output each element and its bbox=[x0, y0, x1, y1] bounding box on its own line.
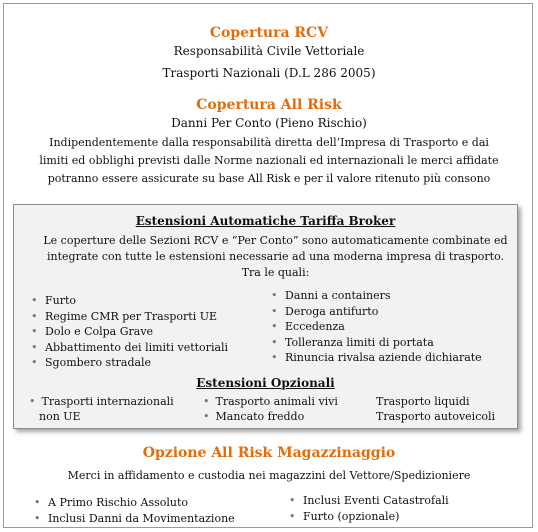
list-item: • Rinuncia rivalsa aziende dichiarate bbox=[271, 351, 482, 364]
bullet-icon: • bbox=[31, 294, 38, 307]
bullet-icon: • bbox=[31, 340, 38, 354]
allrisk-title: Copertura All Risk bbox=[196, 97, 342, 113]
bullet-icon: • bbox=[31, 356, 38, 369]
list-item: • Furto (opzionale) bbox=[289, 509, 400, 523]
extensions-left-list bbox=[29, 293, 228, 371]
list-item: • Danni a containers bbox=[271, 289, 391, 302]
bullet-icon: • bbox=[34, 496, 41, 509]
bullet-icon: • bbox=[31, 309, 38, 323]
extensions-text-line1: Le coperture delle Sezioni RCV e “Per Conto” sono automaticamente combinate ed bbox=[43, 234, 508, 247]
bullet-icon: • bbox=[34, 511, 41, 525]
extensions-text-line3: Tra le quali: bbox=[241, 266, 310, 279]
list-item: • Regime CMR per Trasporti UE bbox=[31, 309, 218, 323]
extensions-title: Estensioni Automatiche Tariffa Broker bbox=[135, 214, 396, 228]
bullet-icon: • bbox=[203, 410, 210, 423]
bullet-icon: • bbox=[29, 395, 36, 408]
list-item: • Inclusi Danni da Movimentazione bbox=[34, 511, 235, 525]
warehouse-left-list bbox=[32, 495, 235, 526]
bullet-icon: • bbox=[203, 395, 210, 408]
bullet-icon: • bbox=[31, 325, 38, 338]
extensions-text-line2: integrate con tutte le estensioni necessarie ad una moderna impresa di trasporto. bbox=[47, 250, 504, 263]
bullet-icon: • bbox=[271, 351, 278, 364]
rcv-title: Copertura RCV bbox=[209, 25, 329, 41]
warehouse-text: Merci in affidamento e custodia nei magazzini del Vettore/Spedizioniere bbox=[67, 469, 471, 482]
list-item: • Deroga antifurto bbox=[271, 304, 379, 318]
allrisk-text-line2: limiti ed obblighi previsti dalle Norme nazionali ed internazionali le merci affidate bbox=[39, 154, 499, 167]
list-item: • Furto bbox=[31, 294, 77, 307]
optional-col1: • Trasporti internazionali non UE bbox=[29, 395, 174, 423]
optional-title: Estensioni Opzionali bbox=[196, 376, 335, 390]
optional-col3: Trasporto liquidi Trasporto autoveicoli bbox=[376, 395, 496, 423]
optional-col2: • Trasporto animali vivi • Mancato freddo bbox=[203, 395, 338, 423]
list-item: • Inclusi Eventi Catastrofali bbox=[289, 494, 449, 507]
bullet-icon: • bbox=[271, 304, 278, 318]
allrisk-text-line1: Indipendentemente dalla responsabilità diretta dell’Impresa di Trasporto e dai bbox=[49, 136, 489, 149]
warehouse-right-list bbox=[287, 493, 449, 524]
rcv-line2: Trasporti Nazionali (D.L 286 2005) bbox=[162, 66, 376, 80]
list-item: • Abbattimento dei limiti vettoriali bbox=[31, 340, 229, 354]
bullet-icon: • bbox=[271, 289, 278, 302]
extensions-right-list bbox=[269, 288, 482, 366]
list-item: • Sgombero stradale bbox=[31, 356, 152, 369]
bullet-icon: • bbox=[289, 509, 296, 523]
warehouse-title: Opzione All Risk Magazzinaggio bbox=[142, 445, 396, 461]
allrisk-subtitle: Danni Per Conto (Pieno Rischio) bbox=[171, 116, 367, 130]
document-frame bbox=[3, 3, 533, 528]
bullet-icon: • bbox=[289, 494, 296, 507]
list-item: • Tolleranza limiti di portata bbox=[271, 335, 434, 349]
list-item: • Eccedenza bbox=[271, 320, 345, 333]
allrisk-text-line3: potranno essere assicurate su base All Risk e per il valore ritenuto più consono bbox=[47, 172, 491, 185]
list-item: • A Primo Rischio Assoluto bbox=[34, 496, 188, 509]
list-item: • Dolo e Colpa Grave bbox=[31, 325, 154, 338]
bullet-icon: • bbox=[271, 320, 278, 333]
extensions-box bbox=[13, 204, 518, 429]
rcv-line1: Responsabilità Civile Vettoriale bbox=[173, 44, 365, 58]
bullet-icon: • bbox=[271, 335, 278, 349]
